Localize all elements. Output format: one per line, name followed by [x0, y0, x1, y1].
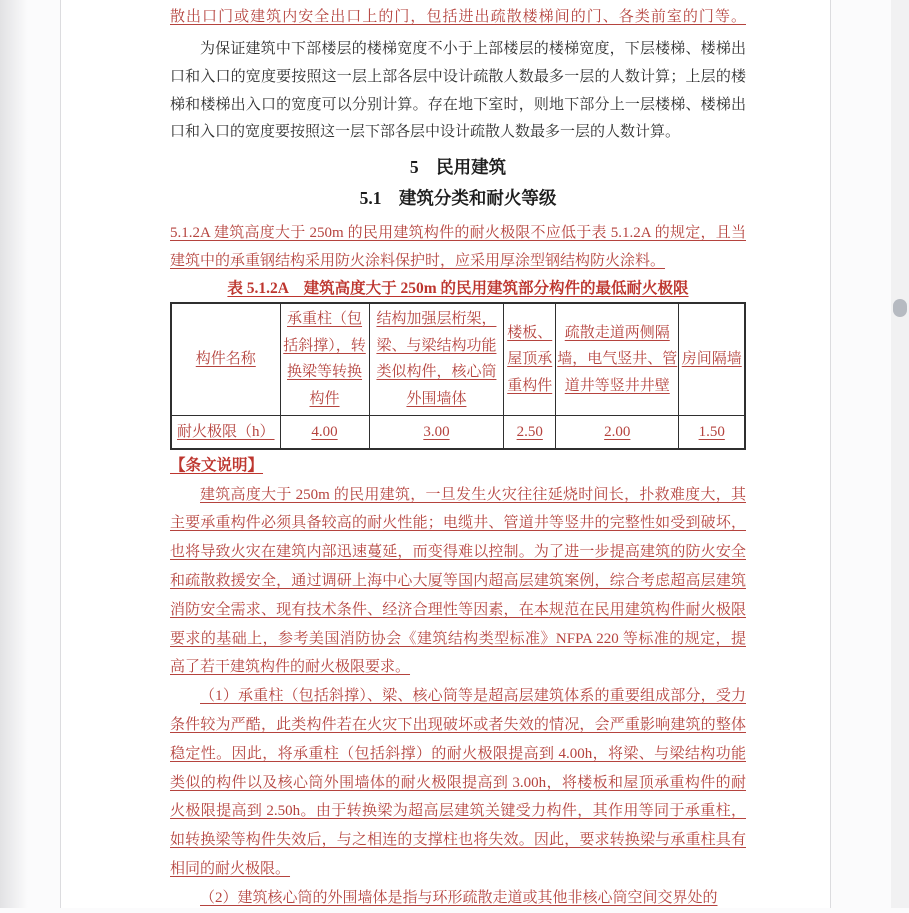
- table-header-cell: 房间隔墙: [679, 303, 745, 415]
- table-value-cell: 1.50: [679, 415, 745, 449]
- table-value-row: [171, 415, 745, 449]
- table-header-row: [171, 303, 745, 415]
- scrollbar-thumb[interactable]: [893, 299, 907, 317]
- table-value-cell: 3.00: [369, 415, 504, 449]
- stair-width-paragraph: 为保证建筑中下部楼层的楼梯宽度不小于上部楼层的楼梯宽度，下层楼梯、楼梯出口和入口的宽度要按照这一层上部各层中设计疏散人数最多一层的人数计算；上层的楼梯和楼梯出入口的宽度可以分别计算。存在地下室时，则地下部分上一层楼梯、楼梯出口和入口的宽度要按照这一层下部各层中设计疏散人数最多一层的人数计算。: [170, 41, 746, 141]
- fire-resistance-table: [170, 302, 746, 450]
- page-left-shadow: [0, 0, 28, 908]
- chapter-heading: 5 民用建筑: [409, 157, 507, 178]
- section-heading: 5.1 建筑分类和耐火等级: [359, 188, 557, 209]
- document-content: [170, 0, 746, 913]
- table-header-cell: 疏散走道两侧隔墙，电气竖井、管道井等竖井井壁: [556, 303, 679, 415]
- table-header-cell: 楼板、屋顶承重构件: [504, 303, 556, 415]
- document-page: [60, 0, 831, 908]
- table-header-cell: 承重柱（包括斜撑），转换梁等转换构件: [280, 303, 369, 415]
- clause-5-1-2a: 5.1.2A 建筑高度大于 250m 的民用建筑构件的耐火极限不应低于表 5.1.2A 的规定，且当建筑中的承重钢结构采用防火涂料保护时，应采用厚涂型钢结构防火涂料。: [170, 225, 746, 269]
- commentary-paragraph: （1）承重柱（包括斜撑）、梁、核心筒等是超高层建筑体系的重要组成部分，受力条件较为严酷，此类构件若在火灾下出现破坏或者失效的情况，会严重影响建筑的整体稳定性。因此，将承重柱（包括斜撑）的耐火极限提高到 4.00h，将梁、与梁结构功能类似的构件以及核心筒外围墙体的耐火极限提高到 3.00h，将楼板和屋顶承重构件的耐火极限提高到 2.50h。由于转换梁为超高层建筑关键受力构件，其作用等同于承重柱，如转换梁等构件失效后，与之相连的支撑柱也将失效。因此，要求转换梁与承重柱具有相同的耐火极限。: [170, 688, 746, 878]
- table-row-label: 耐火极限（h）: [171, 415, 280, 449]
- table-header-cell: 构件名称: [171, 303, 280, 415]
- commentary-paragraph: 建筑高度大于 250m 的民用建筑，一旦发生火灾往往延烧时间长，扑救难度大，其主要承重构件必须具备较高的耐火性能；电缆井、管道井等竖井的完整性如受到破坏，也将导致火灾在建筑内部迅速蔓延，而变得难以控制。为了进一步提高建筑的防火安全和疏散救援安全，通过调研上海中心大厦等国内超高层建筑案例，综合考虑超高层建筑消防安全需求、现有技术条件、经济合理性等因素，在本规范在民用建筑构件耐火极限要求的基础上，参考美国消防协会《建筑结构类型标准》NFPA 220 等标准的规定，提高了若干建筑构件的耐火极限要求。: [170, 486, 746, 676]
- commentary-paragraph: （2）建筑核心筒的外围墙体是指与环形疏散走道或其他非核心筒空间交界处的: [200, 889, 718, 906]
- table-value-cell: 2.50: [504, 415, 556, 449]
- scrollbar-track[interactable]: [891, 0, 909, 908]
- table-header-cell: 结构加强层桁架，梁、与梁结构功能类似构件，核心筒外围墙体: [369, 303, 504, 415]
- table-value-cell: 2.00: [556, 415, 679, 449]
- commentary-label: 【条文说明】: [170, 456, 264, 474]
- table-value-cell: 4.00: [280, 415, 369, 449]
- clause-continuation-line: 散出口门或建筑内安全出口上的门，包括进出疏散楼梯间的门、各类前室的门等。: [170, 9, 746, 25]
- table-title: 表 5.1.2A 建筑高度大于 250m 的民用建筑部分构件的最低耐火极限: [227, 280, 689, 298]
